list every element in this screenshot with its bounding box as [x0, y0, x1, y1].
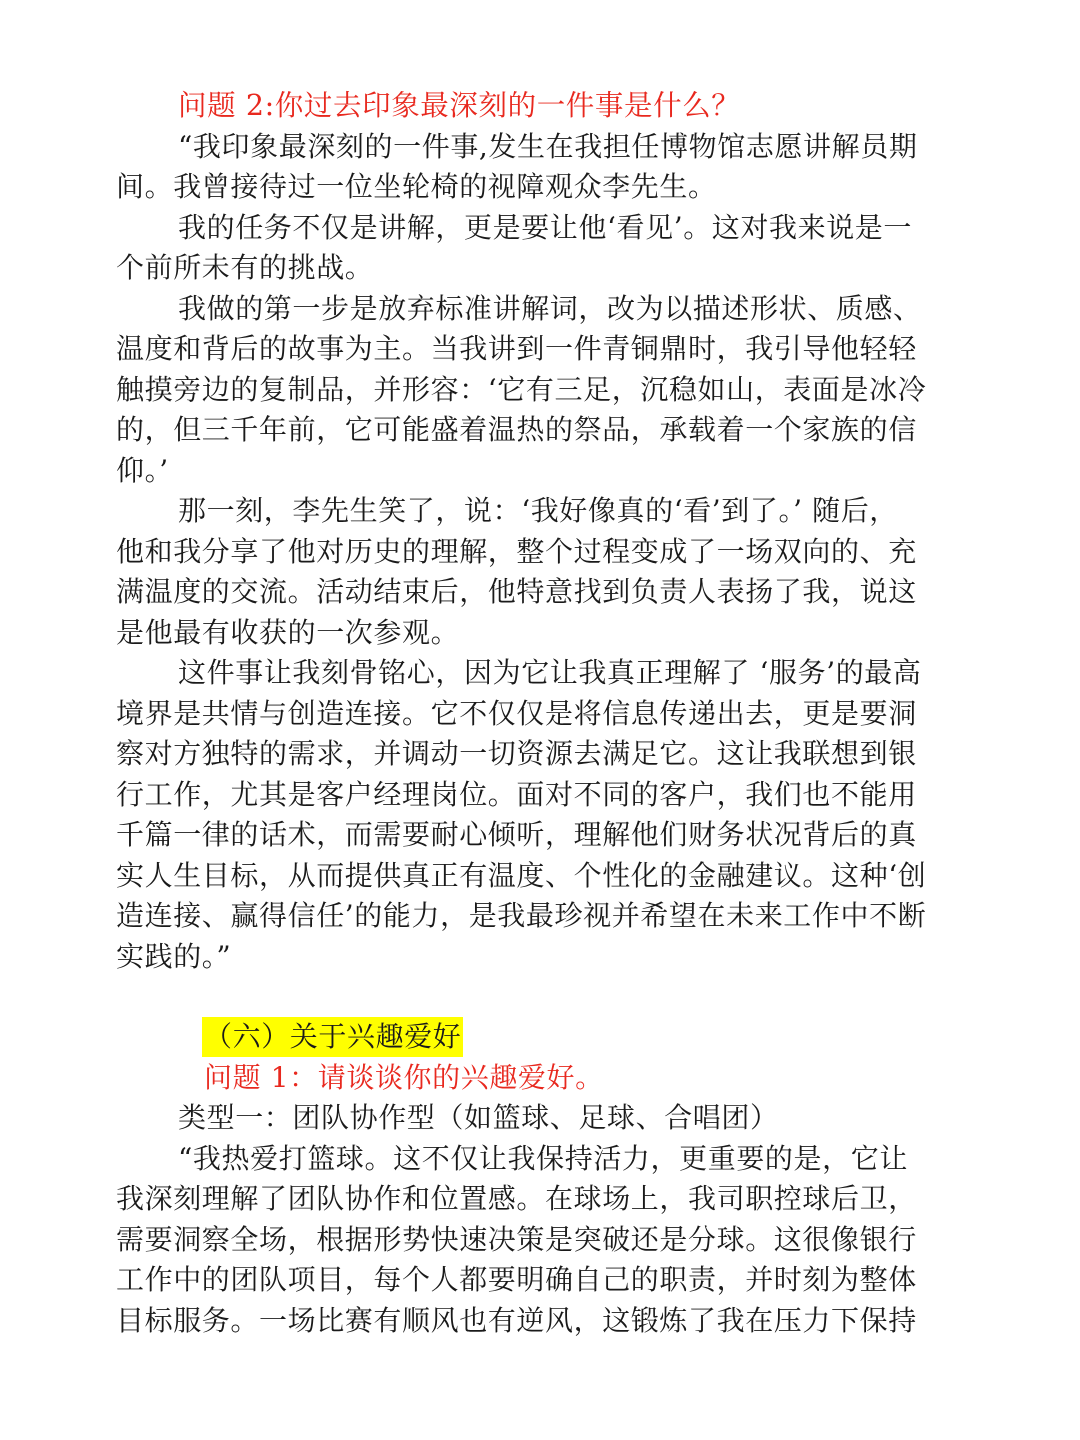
text-line: 造连接、赢得信任’的能力，是我最珍视并希望在未来工作中不断: [116, 899, 927, 932]
text-line: 他和我分享了他对历史的理解，整个过程变成了一场双向的、充: [116, 534, 917, 568]
text-line: 那一刻，李先生笑了，说：‘我好像真的‘看’到了。’ 随后，: [178, 494, 898, 527]
section-spacer: [116, 977, 968, 1017]
text-line: 千篇一律的话术，而需要耐心倾听，理解他们财务状况背后的真: [116, 818, 917, 851]
text-line: 需要洞察全场，根据形势快速决策是突破还是分球。这很像银行: [116, 1222, 917, 1256]
hobby-answer-paragraph: [116, 1139, 968, 1342]
text-line: 这件事让我刻骨铭心，因为它让我真正理解了 ‘服务’的最高: [178, 656, 922, 689]
question-2-title: 问题 2:你过去印象最深刻的一件事是什么？: [178, 89, 741, 122]
text-line: 仰。’: [116, 453, 169, 487]
text-line: “我热爱打篮球。这不仅让我保持活力，更重要的是，它让: [178, 1141, 908, 1175]
text-line: 目标服务。一场比赛有顺风也有逆风，这锻炼了我在压力下保持: [116, 1303, 917, 1337]
text-line: 察对方独特的需求，并调动一切资源去满足它。这让我联想到银: [116, 737, 917, 770]
text-line: 我做的第一步是放弃标准讲解词，改为以描述形状、质感、: [178, 291, 922, 325]
text-line: 实践的。”: [116, 939, 232, 973]
section-6-heading: （六）关于兴趣爱好: [202, 1017, 463, 1057]
text-line: 境界是共情与创造连接。它不仅仅是将信息传递出去，更是要洞: [116, 696, 917, 730]
section-heading-row: [116, 1017, 968, 1058]
document-page: [116, 86, 968, 1341]
text-line: 触摸旁边的复制品，并形容：‘它有三足，沉稳如山，表面是冰冷: [116, 372, 927, 406]
text-line: 的，但三千年前，它可能盛着温热的祭品，承载着一个家族的信: [116, 413, 917, 446]
text-line: 个前所未有的挑战。: [116, 251, 374, 284]
answer-paragraph-1: [116, 127, 968, 208]
answer-paragraph-2: [116, 208, 968, 289]
question-1-title: 问题 1：请谈谈你的兴趣爱好。: [204, 1060, 604, 1094]
text-line: 我的任务不仅是讲解，更是要让他‘看见’。这对我来说是一: [178, 210, 913, 244]
text-line: “我印象最深刻的一件事,发生在我担任博物馆志愿讲解员期: [178, 129, 918, 163]
text-line: 实人生目标，从而提供真正有温度、个性化的金融建议。这种‘创: [116, 858, 927, 892]
text-line: 工作中的团队项目，每个人都要明确自己的职责，并时刻为整体: [116, 1263, 917, 1296]
answer-paragraph-3: [116, 289, 968, 492]
text-line: 温度和背后的故事为主。当我讲到一件青铜鼎时，我引导他轻轻: [116, 332, 917, 365]
text-line: 满温度的交流。活动结束后，他特意找到负责人表扬了我，说这: [116, 575, 917, 608]
text-line: 是他最有收获的一次参观。: [116, 615, 460, 649]
answer-paragraph-4: [116, 491, 968, 653]
answer-paragraph-5: [116, 653, 968, 977]
text-line: 间。我曾接待过一位坐轮椅的视障观众李先生。: [116, 170, 717, 203]
text-line: 行工作，尤其是客户经理岗位。面对不同的客户，我们也不能用: [116, 777, 917, 811]
type-1-label: 类型一：团队协作型（如篮球、足球、合唱团）: [178, 1101, 779, 1134]
text-line: 我深刻理解了团队协作和位置感。在球场上，我司职控球后卫，: [116, 1182, 917, 1215]
